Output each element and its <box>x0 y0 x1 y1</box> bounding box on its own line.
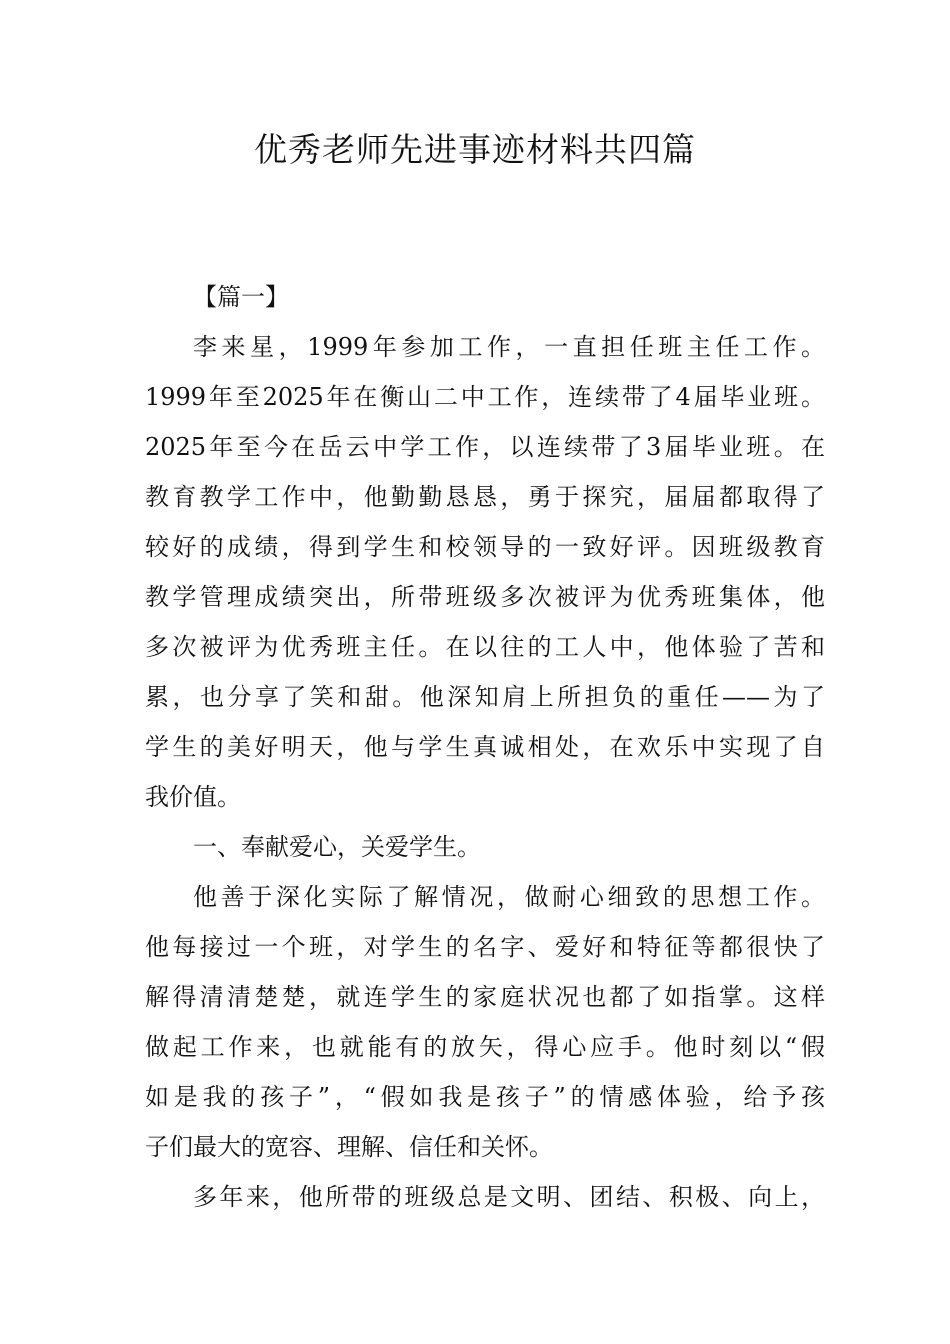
paragraph-line: 2025年至今在岳云中学工作，以连续带了3届毕业班。在 <box>145 433 825 461</box>
paragraph-line: 较好的成绩，得到学生和校领导的一致好评。因班级教育 <box>145 533 825 561</box>
subheading: 一、奉献爱心，关爱学生。 <box>193 833 481 861</box>
paragraph-line: 多次被评为优秀班主任。在以往的工人中，他体验了苦和 <box>145 633 825 661</box>
paragraph-line: 子们最大的宽容、理解、信任和关怀。 <box>145 1133 553 1161</box>
paragraph-line: 解得清清楚楚，就连学生的家庭状况也都了如指掌。这样 <box>145 983 825 1011</box>
paragraph-line: 他善于深化实际了解情况，做耐心细致的思想工作。 <box>193 883 825 911</box>
paragraph-line: 做起工作来，也就能有的放矢，得心应手。他时刻以“假 <box>145 1033 825 1061</box>
paragraph-line: 1999年至2025年在衡山二中工作，连续带了4届毕业班。 <box>145 383 825 411</box>
paragraph-line: 多年来，他所带的班级总是文明、团结、积极、向上， <box>193 1183 825 1211</box>
paragraph-line: 李来星，1999年参加工作，一直担任班主任工作。 <box>193 333 825 361</box>
section-heading: 【篇一】 <box>193 283 289 311</box>
paragraph-line: 教学管理成绩突出，所带班级多次被评为优秀班集体，他 <box>145 583 825 611</box>
paragraph-line: 教育教学工作中，他勤勤恳恳，勇于探究，届届都取得了 <box>145 483 825 511</box>
paragraph-line: 累，也分享了笑和甜。他深知肩上所担负的重任——为了 <box>145 683 825 711</box>
paragraph-line: 如是我的孩子”，“假如我是孩子”的情感体验，给予孩 <box>145 1083 825 1111</box>
paragraph-line: 学生的美好明天，他与学生真诚相处，在欢乐中实现了自 <box>145 733 825 761</box>
paragraph-line: 他每接过一个班，对学生的名字、爱好和特征等都很快了 <box>145 933 825 961</box>
document-title: 优秀老师先进事迹材料共四篇 <box>254 130 696 169</box>
paragraph-line: 我价值。 <box>145 783 241 811</box>
